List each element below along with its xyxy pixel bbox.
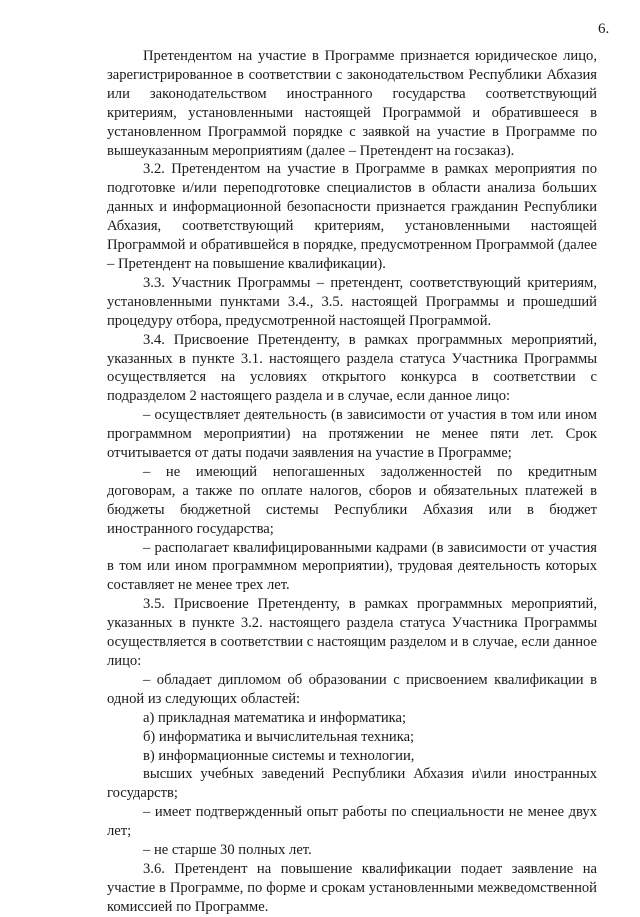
paragraph-3-2: 3.2. Претендентом на участие в Программе в рамках мероприятия по подготовке и/или переподготовке специалистов в области анализа больших данных и информационной безопасности признается гражданин Республики Абхазия, соответствующий критериям, установленными настоящей Программой и обратившейся в порядке, предусмотренном Программой (далее – Претендент на повышение квалификации).	[107, 161, 597, 272]
list-item-work-experience: – имеет подтвержденный опыт работы по специальности не менее двух лет;	[107, 804, 597, 840]
list-item-field-b: б) информатика и вычислительная техника;	[143, 728, 415, 745]
list-item-diploma: – обладает дипломом об образовании с присвоением квалификации в одной из следующих областей:	[107, 671, 597, 707]
list-item-no-debts: – не имеющий непогашенных задолженностей по кредитным договорам, а также по оплате налогов, сборов и обязательных платежей в бюджеты бюджетной системы Республики Абхазия или в бюджет иностранного государства;	[107, 463, 597, 537]
list-item-field-c: в) информационные системы и технологии,	[143, 747, 415, 764]
paragraph-applicant-legal-entity: Претендентом на участие в Программе признается юридическое лицо, зарегистрированное в соответствии с законодательством Республики Абхазия или законодательством иностранного государства соответствующий критериям, установленными настоящей Программой и обратившееся в установленном Программой порядке с заявкой на участие в Программе по вышеуказанным мероприятиям (далее – Претендент на госзаказ).	[107, 48, 597, 159]
list-item-qualified-staff: – располагает квалифицированными кадрами (в зависимости от участия в том или ином программном мероприятии), трудовая деятельность которых составляет не менее трех лет.	[107, 539, 597, 594]
list-item-age-limit: – не старше 30 полных лет.	[143, 842, 312, 859]
list-item-field-a: а) прикладная математика и информатика;	[143, 709, 407, 726]
document-body	[107, 47, 597, 917]
paragraph-3-4: 3.4. Присвоение Претенденту, в рамках программных мероприятий, указанных в пункте 3.1. настоящего раздела статуса Участника Программы осуществляется на условиях открытого конкурса в соответствии с подразделом 2 настоящего раздела и в случае, если данное лицо:	[107, 331, 597, 405]
page-number: 6.	[598, 21, 610, 37]
list-item-activity-duration: – осуществляет деятельность (в зависимости от участия в том или ином программном мероприятии) на протяжении не менее пяти лет. Срок отчитывается от даты подачи заявления на участие в Программе;	[107, 407, 597, 462]
paragraph-3-3: 3.3. Участник Программы – претендент, соответствующий критериям, установленными пунктами 3.4., 3.5. настоящей Программы и прошедший процедуру отбора, предусмотренной настоящей Программой.	[107, 274, 597, 329]
paragraph-3-6: 3.6. Претендент на повышение квалификации подает заявление на участие в Программе, по форме и срокам установленными межведомственной комиссией по Программе.	[107, 860, 597, 915]
paragraph-universities: высших учебных заведений Республики Абхазия и\или иностранных государств;	[107, 766, 597, 802]
paragraph-3-5: 3.5. Присвоение Претенденту, в рамках программных мероприятий, указанных в пункте 3.2. настоящего раздела статуса Участника Программы осуществляется в соответствии с настоящим разделом и в случае, если данное лицо:	[107, 596, 597, 669]
